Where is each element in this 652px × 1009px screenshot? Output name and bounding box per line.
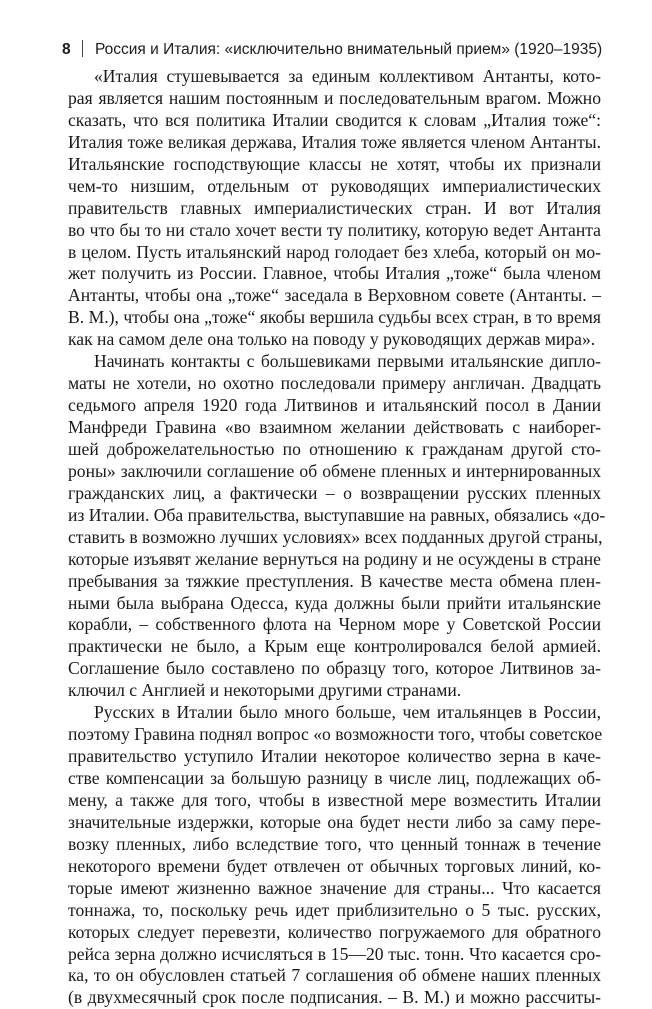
text-line: роны» заключили соглашение об обмене пленных и интернированных [68, 460, 601, 481]
paragraph [68, 66, 601, 351]
text-line: во что бы то ни стало хочет вести ту политику, которую ведет Антанта [68, 219, 601, 240]
text-line: сказать, что вся политика Италии сводится к словам „Италия тоже“: [68, 109, 601, 130]
text-line: стве компенсации за большую разницу в числе лиц, подлежащих об- [68, 768, 601, 788]
header-separator [82, 40, 83, 57]
text-line: Италия тоже великая держава, Италия тоже является членом Антанты. [68, 131, 601, 152]
text-line: практически не было, а Крым еще контролировался белой армией. [68, 636, 601, 657]
page-number: 8 [62, 41, 71, 58]
text-line: в целом. Пусть итальянский народ голодает без хлеба, который он мо- [68, 241, 601, 262]
text-line: Соглашение было составлено по образцу того, которое Литвинов за- [68, 658, 601, 679]
text-line: поэтому Гравина поднял вопрос «о возможности того, чтобы советское [68, 724, 603, 745]
text-line: корабли, – собственного флота на Черном море у Советской России [68, 614, 601, 635]
text-line: рая является нашим постоянным и последовательным врагом. Можно [68, 87, 601, 108]
running-title: Россия и Италия: «исключительно внимательный прием» (1920–1935) [95, 41, 603, 58]
text-line: гражданских лиц, а фактически – о возвращении русских пленных [68, 482, 601, 503]
text-line: (в двухмесячный срок после подписания. – В. М.) и можно рассчиты- [68, 987, 601, 1008]
text-line: рейса зерна должно исчисляться в 15—20 тыс. тонн. Что касается сро- [68, 943, 601, 964]
text-line: тоннажа, то, поскольку речь идет приблизительно о 5 тыс. русских, [68, 899, 601, 920]
text-line: ными была выбрана Одесса, куда должны были прийти итальянские [68, 592, 601, 613]
text-line: маты не хотели, но охотно последовали примеру англичан. Двадцать [68, 373, 601, 394]
text-line: ключил с Англией и некоторыми другими странами. [68, 680, 462, 701]
text-line: Итальянские господствующие классы не хотят, чтобы их признали [68, 153, 601, 174]
text-line: Начинать контакты с большевиками первыми итальянские дипло- [94, 351, 601, 372]
text-line: правительств главных империалистических стран. И вот Италия [68, 197, 601, 218]
text-line: ставить в возможно лучших условиях» всех подданных другой страны, [68, 526, 603, 547]
text-line: мену, а также для того, чтобы в известной мере возместить Италии [68, 789, 601, 810]
text-line: чем-то низшим, отдельным от руководящих империалистических [68, 175, 601, 196]
text-line: «Италия стушевывается за единым коллективом Антанты, кото- [94, 66, 601, 86]
text-line: которые изъявят желание вернуться на родину и не осуждены в стране [68, 548, 601, 569]
text-line: значительные издержки, которые она будет нести либо за саму пере- [68, 811, 601, 832]
text-line: ка, то он обусловлен статьей 7 соглашения об обмене наших пленных [68, 965, 601, 986]
text-line: из Италии. Оба правительства, выступавшие на равных, обязались «до- [68, 504, 606, 525]
running-header [62, 38, 602, 62]
text-line: возку пленных, либо вследствие того, что ценный тоннаж в течение [68, 833, 601, 854]
text-line: седьмого апреля 1920 года Литвинов и итальянский посол в Дании [68, 395, 601, 416]
text-line: правительство уступило Италии некоторое количество зерна в каче- [68, 746, 601, 767]
text-line: пребывания за тяжкие преступления. В качестве места обмена плен- [68, 570, 601, 591]
paragraph [68, 702, 601, 1009]
text-line: В. М.), чтобы она „тоже“ якобы вершила судьбы всех стран, в то время [68, 307, 601, 328]
paragraph [68, 351, 606, 702]
text-line: шей доброжелательностью по отношению к гражданам другой сто- [68, 438, 601, 459]
text-line: торые имеют жизненно важное значение для страны... Что касается [68, 877, 601, 898]
text-line: Манфреди Гравина «во взаимном желании действовать с наибоper- [68, 417, 601, 437]
text-line: Русских в Италии было много больше, чем итальянцев в России, [94, 702, 601, 723]
text-line: некоторого времени будет отвлечен от обычных торговых линий, ко- [68, 855, 601, 876]
text-line: которых следует перевезти, количество погружаемого для обратного [68, 921, 601, 942]
text-line: жет получить из России. Главное, чтобы Италия „тоже“ была членом [68, 263, 601, 284]
text-line: как на самом деле она только на поводу у руководящих держав мира». [68, 329, 596, 350]
body-text [68, 66, 606, 1009]
text-line: Антанты, чтобы она „тоже“ заседала в Верховном совете (Антанты. – [68, 285, 601, 306]
